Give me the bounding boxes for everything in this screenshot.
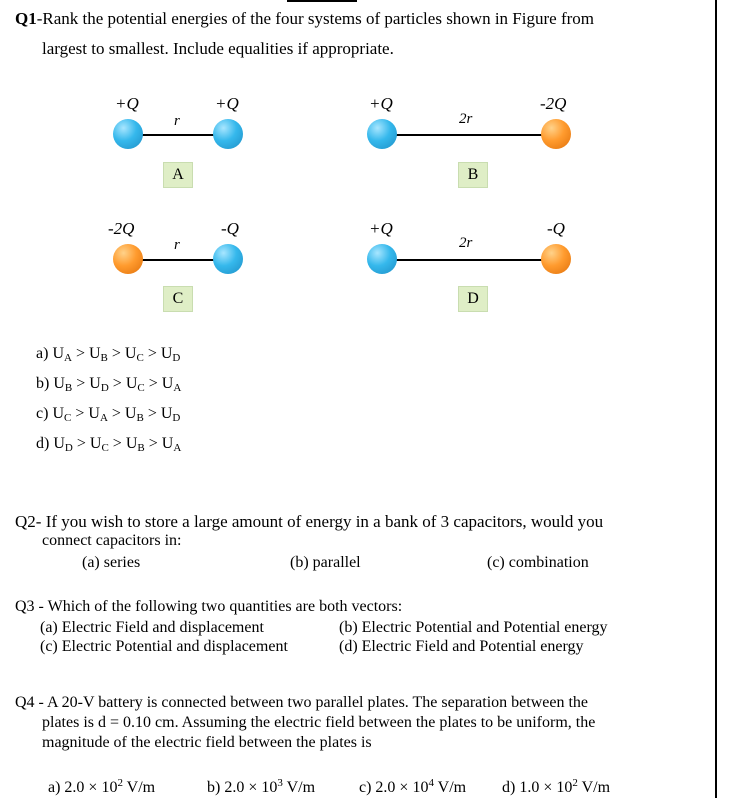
energy-subscript: D — [172, 412, 181, 424]
energy-symbol: U — [124, 345, 137, 362]
energy-subscript: B — [100, 352, 108, 364]
q1-number: Q1 — [15, 9, 37, 28]
particle-negative — [541, 244, 571, 274]
energy-symbol: U — [125, 435, 138, 452]
energy-subscript: C — [136, 352, 144, 364]
charge-label: +Q — [215, 94, 239, 113]
particle-negative — [113, 244, 143, 274]
q4-option-pre: d) 1.0 × 10 — [502, 779, 573, 796]
bond-line — [383, 134, 558, 136]
energy-subscript: D — [64, 442, 73, 454]
energy-symbol: U — [88, 405, 100, 422]
energy-term — [88, 405, 108, 422]
energy-symbol: U — [160, 405, 173, 422]
q1-line1 — [15, 9, 594, 28]
energy-subscript: A — [99, 412, 108, 424]
separation-label: r — [174, 113, 180, 129]
energy-symbol: U — [89, 435, 102, 452]
system-label-box: A — [163, 162, 193, 188]
energy-term — [162, 435, 182, 452]
charge-label: +Q — [369, 219, 393, 238]
q4-option-pre: b) 2.0 × 10 — [207, 779, 278, 796]
energy-symbol: U — [52, 405, 64, 422]
q4-line3: magnitude of the electric field between the plates is — [42, 734, 372, 751]
particle-negative — [541, 119, 571, 149]
charge-label: -Q — [221, 219, 239, 238]
particle-negative — [213, 244, 243, 274]
energy-subscript: C — [101, 442, 109, 454]
q4-option-exp: 3 — [277, 777, 283, 789]
charge-label: +Q — [369, 94, 393, 113]
q4-line1: Q4 - A 20-V battery is connected between two parallel plates. The separation between the — [15, 694, 588, 711]
system-label-box: B — [458, 162, 488, 188]
energy-subscript: C — [137, 382, 145, 394]
right-border — [715, 0, 717, 798]
energy-subscript: B — [136, 412, 144, 424]
top-rule — [287, 0, 357, 2]
q4-option-unit: V/m — [577, 779, 611, 796]
energy-symbol: U — [89, 375, 101, 392]
energy-subscript: A — [173, 382, 182, 394]
q1-option: d) $U_D > U_C > U_B > U_A$ — [36, 435, 182, 454]
q1-option: a) $U_A > U_B > U_C > U_D$ — [36, 345, 181, 364]
q4-option — [359, 774, 466, 797]
particle-positive — [367, 119, 397, 149]
q3-option-d: (d) Electric Field and Potential energy — [339, 638, 584, 655]
energy-term — [161, 345, 181, 362]
q2-option-c: (c) combination — [487, 554, 589, 571]
energy-term — [89, 345, 108, 362]
energy-subscript: A — [64, 352, 72, 364]
energy-subscript: A — [173, 442, 182, 454]
q4-option-pre: a) 2.0 × 10 — [48, 779, 118, 796]
q4-option — [48, 774, 155, 797]
charge-label: -Q — [547, 219, 565, 238]
q4-option-exp: 4 — [428, 777, 434, 789]
energy-subscript: D — [172, 352, 181, 364]
energy-term — [126, 435, 145, 452]
q2-option-b: (b) parallel — [290, 554, 361, 571]
energy-symbol: U — [161, 435, 174, 452]
energy-subscript: B — [64, 382, 73, 394]
q4-option-exp: 2 — [572, 777, 578, 789]
q4-option — [207, 774, 315, 797]
option-letter: a) — [36, 345, 49, 362]
energy-term — [89, 375, 109, 392]
q2-option-a: (a) series — [82, 554, 141, 571]
energy-term — [161, 405, 181, 422]
option-letter: d) — [36, 435, 50, 452]
q2-line2: connect capacitors in: — [42, 532, 182, 549]
energy-symbol: U — [88, 345, 101, 362]
energy-term — [52, 345, 72, 362]
q3-option-b: (b) Electric Potential and Potential energy — [339, 619, 608, 636]
q4-option-unit: V/m — [433, 779, 467, 796]
q1-option: c) $U_C > U_A > U_B > U_D$ — [36, 405, 181, 424]
energy-symbol: U — [53, 375, 65, 392]
energy-subscript: C — [64, 412, 72, 424]
separation-label: r — [174, 237, 180, 253]
energy-term — [125, 345, 144, 362]
system-label-box: C — [163, 286, 193, 312]
option-letter: b) — [36, 375, 50, 392]
q1-option: b) $U_B > U_D > U_C > U_A$ — [36, 375, 182, 394]
energy-term — [126, 375, 145, 392]
energy-term — [53, 435, 73, 452]
charge-label: -2Q — [540, 94, 567, 113]
q4-option-unit: V/m — [122, 779, 156, 796]
separation-label: 2r — [459, 235, 473, 251]
particle-positive — [213, 119, 243, 149]
q4-option-unit: V/m — [282, 779, 316, 796]
q1-line2: largest to smallest. Include equalities if appropriate. — [42, 39, 394, 58]
energy-term — [125, 405, 144, 422]
q2-line1: Q2- If you wish to store a large amount of energy in a bank of 3 capacitors, would you — [15, 512, 604, 531]
q3-line1: Q3 - Which of the following two quantities are both vectors: — [15, 598, 403, 615]
option-letter: c) — [36, 405, 49, 422]
energy-term — [53, 375, 72, 392]
energy-symbol: U — [161, 375, 174, 392]
particle-positive — [367, 244, 397, 274]
q1-text: -Rank the potential energies of the four systems of particles shown in Figure from — [36, 9, 594, 28]
charge-label: -2Q — [108, 219, 135, 238]
separation-label: 2r — [459, 111, 473, 127]
energy-subscript: D — [100, 382, 109, 394]
energy-term — [90, 435, 109, 452]
q4-option-exp: 2 — [117, 777, 123, 789]
q4-line2: plates is d = 0.10 cm. Assuming the electric field between the plates to be uniform, the — [42, 714, 596, 731]
q4-option-pre: c) 2.0 × 10 — [359, 779, 429, 796]
particle-positive — [113, 119, 143, 149]
energy-symbol: U — [124, 405, 137, 422]
q3-option-c: (c) Electric Potential and displacement — [40, 638, 288, 655]
charge-label: +Q — [115, 94, 139, 113]
energy-symbol: U — [52, 345, 64, 362]
q4-option — [502, 774, 610, 797]
energy-symbol: U — [125, 375, 138, 392]
energy-term — [52, 405, 71, 422]
energy-subscript: B — [137, 442, 145, 454]
energy-symbol: U — [160, 345, 173, 362]
energy-symbol: U — [53, 435, 65, 452]
energy-term — [162, 375, 182, 392]
system-label-box: D — [458, 286, 488, 312]
q3-option-a: (a) Electric Field and displacement — [40, 619, 264, 636]
bond-line — [383, 259, 558, 261]
